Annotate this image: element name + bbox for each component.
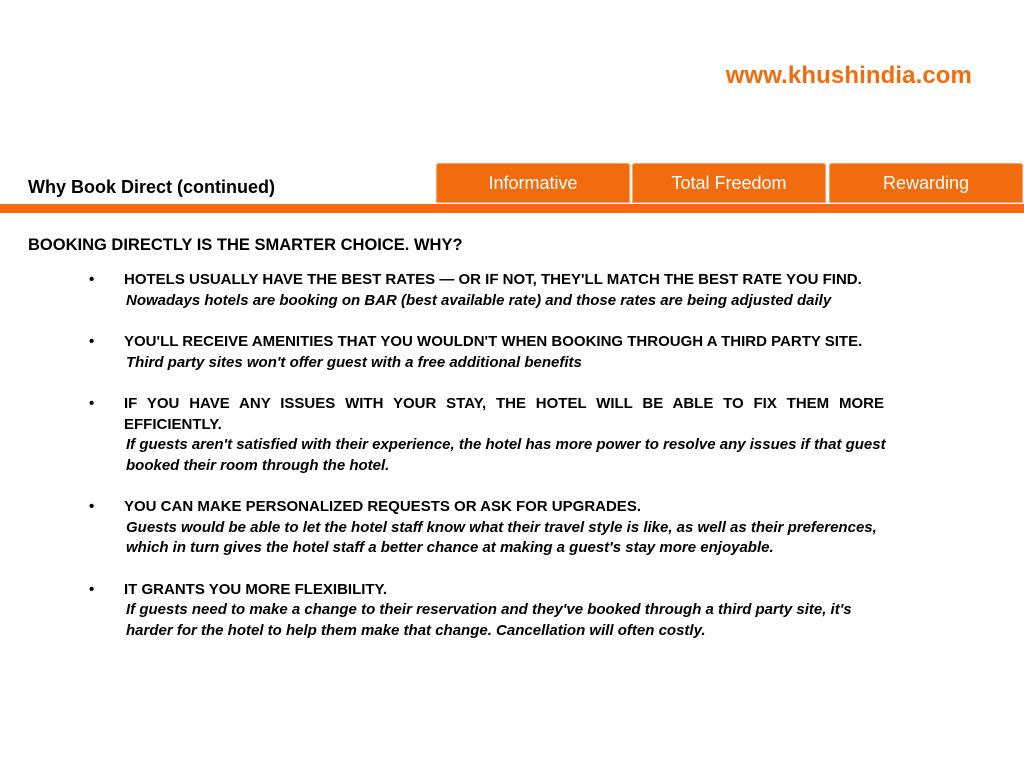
page-title: Why Book Direct (continued) [28,177,275,197]
tab-informative[interactable]: Informative [436,163,630,203]
content-headline: BOOKING DIRECTLY IS THE SMARTER CHOICE. WHY? [28,236,463,254]
bullet-icon: • [89,580,95,598]
site-url-link[interactable]: www.khushindia.com [725,62,972,89]
header-divider [0,204,1024,213]
point-detail: If guests aren't satisfied with their experience, the hotel has more power to resolve any issues if that guest booked their room through the hotel. [126,436,886,474]
list-item [0,332,1024,373]
list-item [0,580,1024,642]
bullet-icon: • [89,498,95,515]
point-detail: If guests need to make a change to their reservation and they've booked through a third party site, it's harder for the hotel to help them make that change. Cancellation will often costly. [126,601,852,639]
tab-total-freedom[interactable]: Total Freedom [632,163,826,203]
point-title: IT GRANTS YOU MORE FLEXIBILITY. [124,580,388,598]
point-title: IF YOU HAVE ANY ISSUES WITH YOUR STAY, THE HOTEL WILL BE ABLE TO FIX THEM MORE EFFICIENTLY. [124,395,884,433]
point-title: YOU CAN MAKE PERSONALIZED REQUESTS OR ASK FOR UPGRADES. [124,498,641,515]
point-detail: Nowadays hotels are booking on BAR (best available rate) and those rates are being adjusted daily [126,291,832,309]
bullet-icon: • [89,333,95,350]
point-title: YOU'LL RECEIVE AMENITIES THAT YOU WOULDN'T WHEN BOOKING THROUGH A THIRD PARTY SITE. [124,333,863,350]
list-item [0,270,1024,311]
bullet-icon: • [89,271,95,288]
tab-rewarding[interactable]: Rewarding [829,163,1023,203]
point-detail: Guests would be able to let the hotel staff know what their travel style is like, as well as their preferences, which in turn gives the hotel staff a better chance at making a guest's stay more enjoyable. [126,518,877,556]
list-item [0,394,1024,476]
bullet-icon: • [89,395,95,412]
point-detail: Third party sites won't offer guest with a free additional benefits [126,353,582,371]
point-title: HOTELS USUALLY HAVE THE BEST RATES — OR IF NOT, THEY'LL MATCH THE BEST RATE YOU FIND. [124,271,862,288]
bullet-list [0,270,1024,662]
list-item [0,497,1024,559]
